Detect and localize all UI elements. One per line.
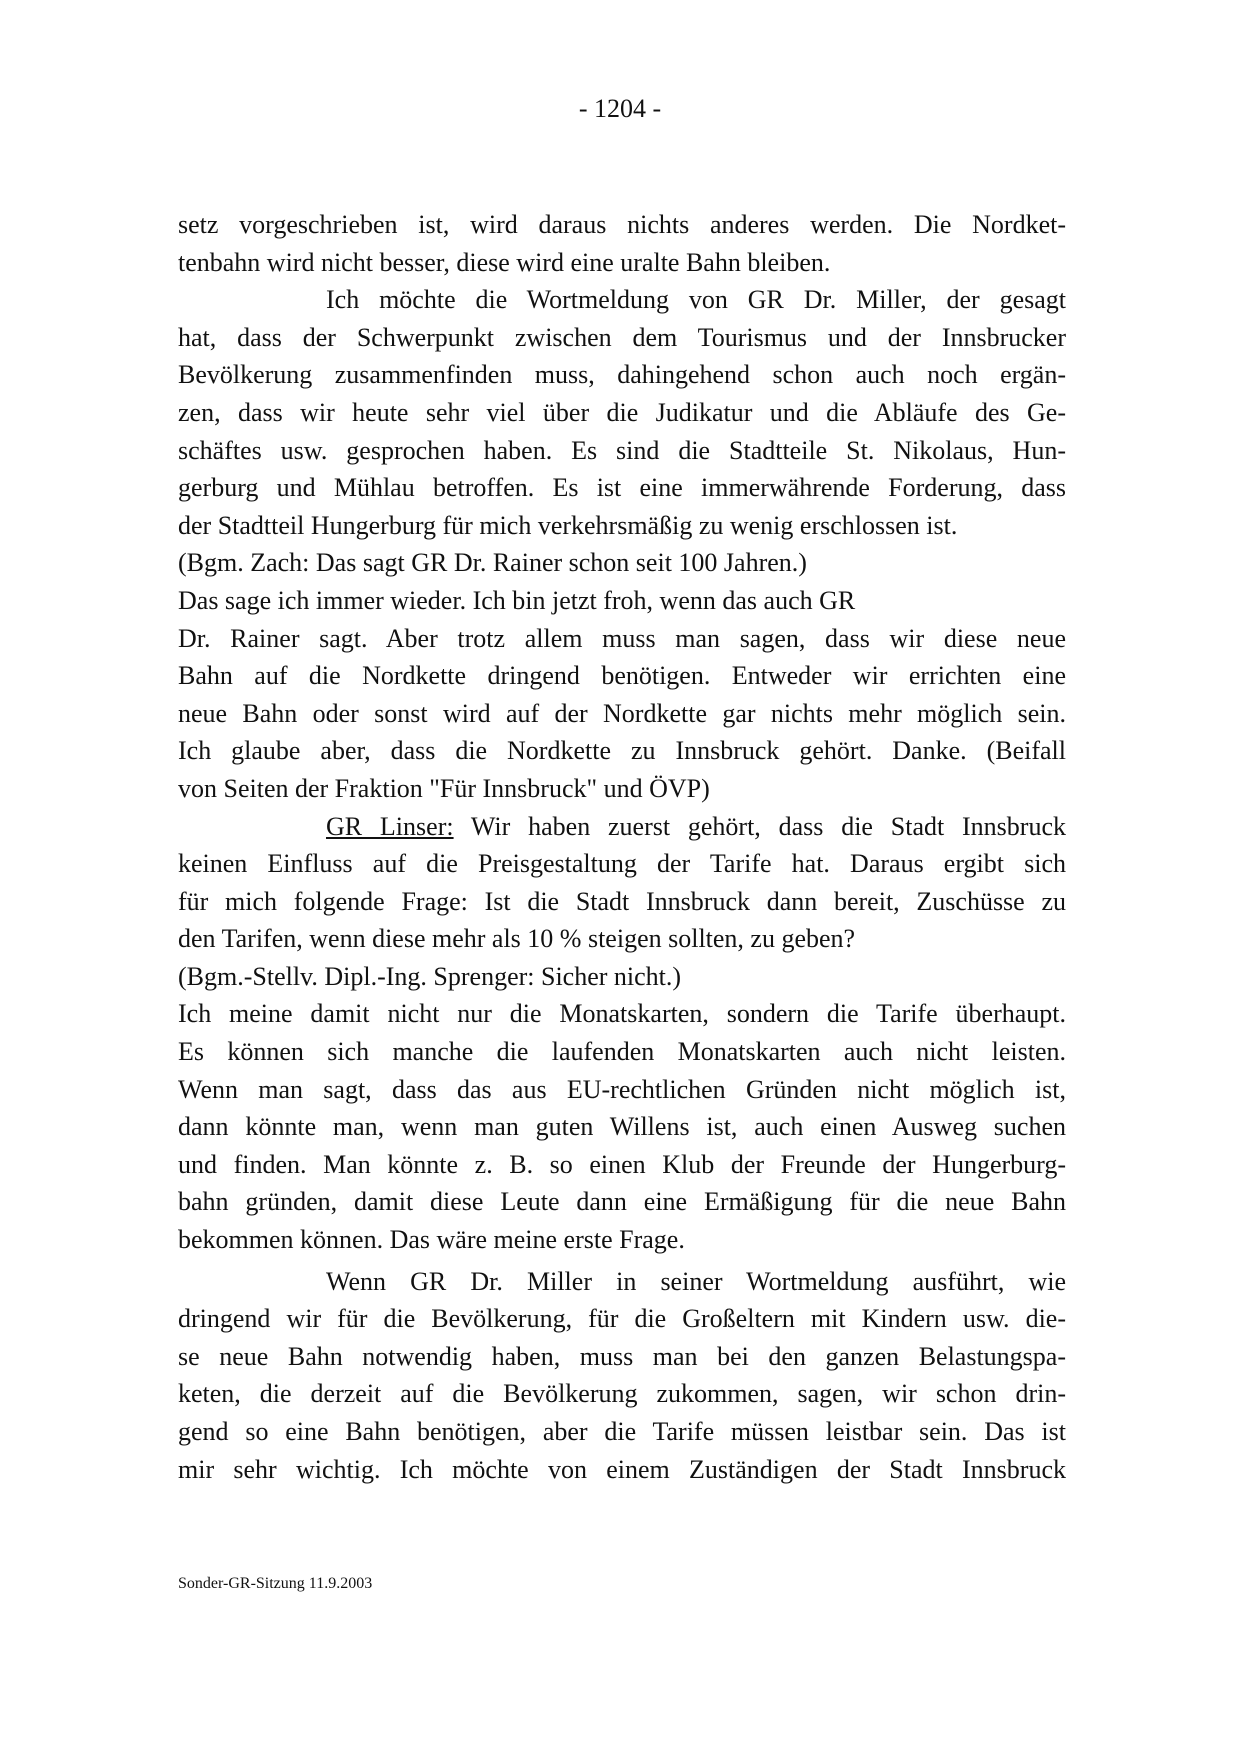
text-line: schäftes usw. gesprochen haben. Es sind die Stadtteile St. Nikolaus, Hun-	[178, 435, 1066, 465]
text-line: Es können sich manche die laufenden Monatskarten auch nicht leisten.	[178, 1037, 1066, 1067]
text-line: der Stadtteil Hungerburg für mich verkehrsmäßig zu wenig erschlossen ist.	[178, 510, 958, 540]
text-line: tenbahn wird nicht besser, diese wird eine uralte Bahn bleiben.	[178, 247, 831, 277]
speaker-line	[178, 808, 1066, 846]
text-line: Bahn auf die Nordkette dringend benötigen. Entweder wir errichten eine	[178, 661, 1066, 691]
footer-session-label: Sonder-GR-Sitzung 11.9.2003	[178, 1575, 373, 1592]
text-line: neue Bahn oder sonst wird auf der Nordkette gar nichts mehr möglich sein.	[178, 698, 1066, 728]
text-line: von Seiten der Fraktion "Für Innsbruck" und ÖVP)	[178, 773, 710, 803]
text-line: dann könnte man, wenn man guten Willens ist, auch einen Ausweg suchen	[178, 1112, 1066, 1142]
text-line: Wenn GR Dr. Miller in seiner Wortmeldung ausführt, wie	[326, 1266, 1066, 1296]
text-line: bekommen können. Das wäre meine erste Frage.	[178, 1225, 685, 1255]
text-line: keinen Einfluss auf die Preisgestaltung der Tarife hat. Daraus ergibt sich	[178, 849, 1066, 879]
text-line: Bevölkerung zusammenfinden muss, dahingehend schon auch noch ergän-	[178, 360, 1066, 390]
text-line: dringend wir für die Bevölkerung, für die Großeltern mit Kindern usw. die-	[178, 1304, 1066, 1334]
document-body	[178, 206, 1066, 1488]
text-line: Dr. Rainer sagt. Aber trotz allem muss man sagen, dass wir diese neue	[178, 623, 1066, 653]
text-line: setz vorgeschrieben ist, wird daraus nichts anderes werden. Die Nordket-	[178, 210, 1066, 239]
text-line: Ich glaube aber, dass die Nordkette zu Innsbruck gehört. Danke. (Beifall	[178, 736, 1066, 766]
text-line: hat, dass der Schwerpunkt zwischen dem Tourismus und der Innsbrucker	[178, 322, 1066, 352]
text-line: se neue Bahn notwendig haben, muss man bei den ganzen Belastungspa-	[178, 1341, 1066, 1371]
interjection-line: (Bgm.-Stellv. Dipl.-Ing. Sprenger: Sicher nicht.)	[178, 961, 682, 991]
speaker-name: GR Linser:	[326, 811, 454, 841]
text-line: bahn gründen, damit diese Leute dann eine Ermäßigung für die neue Bahn	[178, 1187, 1066, 1217]
text-line: den Tarifen, wenn diese mehr als 10 % steigen sollten, zu geben?	[178, 924, 856, 954]
text-line: mir sehr wichtig. Ich möchte von einem Zuständigen der Stadt Innsbruck	[178, 1454, 1066, 1484]
text-line: keten, die derzeit auf die Bevölkerung zukommen, sagen, wir schon drin-	[178, 1379, 1066, 1409]
text-line: gend so eine Bahn benötigen, aber die Tarife müssen leistbar sein. Das ist	[178, 1417, 1066, 1446]
text-line: für mich folgende Frage: Ist die Stadt Innsbruck dann bereit, Zuschüsse zu	[178, 886, 1066, 916]
page-number: - 1204 -	[578, 94, 662, 123]
text-line: Das sage ich immer wieder. Ich bin jetzt froh, wenn das auch GR	[178, 585, 856, 615]
text-line: und finden. Man könnte z. B. so einen Klub der Freunde der Hungerburg-	[178, 1149, 1066, 1179]
text-line: Ich möchte die Wortmeldung von GR Dr. Miller, der gesagt	[326, 285, 1066, 315]
text-line: Wenn man sagt, dass das aus EU-rechtlichen Gründen nicht möglich ist,	[178, 1074, 1066, 1104]
text-line: zen, dass wir heute sehr viel über die Judikatur und die Abläufe des Ge-	[178, 397, 1066, 427]
text-line: gerburg und Mühlau betroffen. Es ist eine immerwährende Forderung, dass	[178, 473, 1066, 503]
speaker-line-text: Wir haben zuerst gehört, dass die Stadt Innsbruck	[470, 811, 1066, 841]
text-line: Ich meine damit nicht nur die Monatskarten, sondern die Tarife überhaupt.	[178, 999, 1066, 1029]
interjection-line: (Bgm. Zach: Das sagt GR Dr. Rainer schon seit 100 Jahren.)	[178, 548, 807, 578]
